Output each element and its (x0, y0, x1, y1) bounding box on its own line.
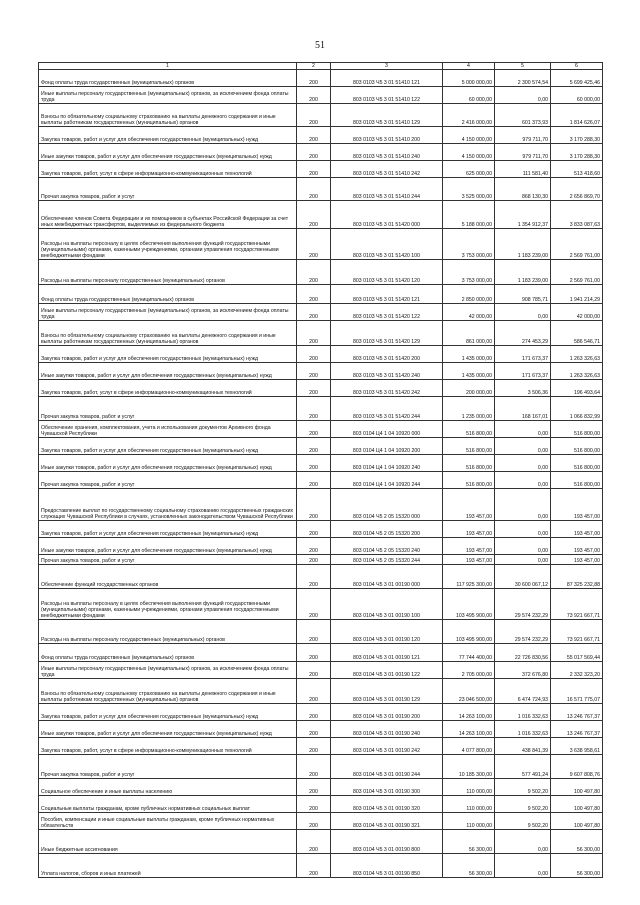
row-amount-executed-cell: 1 183 239,00 (495, 229, 551, 260)
row-amount-remaining-cell: 1 263 326,63 (551, 346, 603, 363)
row-amount-executed-cell: 1 016 332,63 (495, 721, 551, 738)
row-amount-approved-cell: 193 457,00 (443, 555, 495, 565)
row-code-cell: 803 0104 Ч5 2 05 15320 000 (331, 489, 443, 521)
row-amount-approved-cell: 1 435 000,00 (443, 346, 495, 363)
row-amount-approved-cell: 3 753 000,00 (443, 229, 495, 260)
table-header-row (39, 63, 603, 70)
row-name-cell: Иные бюджетные ассигнования (39, 830, 297, 854)
row-name-cell: Закупка товаров, работ и услуг для обеспечения государственных (муниципальных) нужд (39, 521, 297, 538)
row-amount-remaining-cell: 3 170 288,30 (551, 144, 603, 161)
row-code-cell: 803 0103 Ч5 3 01 51410 242 (331, 161, 443, 178)
row-col2-cell: 200 (297, 304, 331, 321)
row-code-cell: 803 0104 Ч5 3 01 00190 240 (331, 721, 443, 738)
row-col2-cell: 200 (297, 346, 331, 363)
header-cell: 6 (551, 63, 603, 70)
row-code-cell: 803 0103 Ч5 3 01 51410 129 (331, 104, 443, 127)
row-col2-cell: 200 (297, 779, 331, 796)
row-code-cell: 803 0103 Ч5 3 01 51420 000 (331, 201, 443, 229)
row-amount-executed-cell: 1 016 332,63 (495, 704, 551, 721)
row-col2-cell: 200 (297, 421, 331, 438)
table-row (39, 555, 603, 565)
budget-table (38, 62, 603, 878)
row-code-cell: 803 0104 Ч5 2 05 15320 244 (331, 555, 443, 565)
row-amount-remaining-cell: 3 833 087,63 (551, 201, 603, 229)
row-name-cell: Закупка товаров, работ, услуг в сфере информационно-коммуникационных технологий (39, 161, 297, 178)
table-row (39, 472, 603, 489)
row-amount-executed-cell: 9 502,20 (495, 813, 551, 830)
row-code-cell: 803 0103 Ч5 3 01 51420 122 (331, 304, 443, 321)
row-code-cell: 803 0104 Ч5 3 01 00190 320 (331, 796, 443, 813)
row-col2-cell: 200 (297, 363, 331, 380)
row-name-cell: Обеспечение членов Совета Федерации и их помощников в субъектах Российской Федерации за счет иных межбюджетных трансфертов, выделяемых из федерального бюджета (39, 201, 297, 229)
row-amount-executed-cell: 22 726 830,56 (495, 644, 551, 662)
row-amount-executed-cell: 6 474 724,93 (495, 679, 551, 704)
row-amount-remaining-cell: 1 066 832,99 (551, 397, 603, 421)
row-name-cell: Взносы по обязательному социальному страхованию на выплаты денежного содержания и иные выплаты работникам государственных (муниципальных) органов (39, 679, 297, 704)
row-amount-executed-cell: 601 373,93 (495, 104, 551, 127)
row-code-cell: 803 0104 Ч5 3 01 00190 242 (331, 738, 443, 755)
row-amount-executed-cell: 0,00 (495, 854, 551, 878)
row-amount-approved-cell: 516 800,00 (443, 472, 495, 489)
row-code-cell: 803 0104 Ч5 3 01 00190 800 (331, 830, 443, 854)
row-name-cell: Иные закупки товаров, работ и услуг для обеспечения государственных (муниципальных) нужд (39, 721, 297, 738)
row-code-cell: 803 0103 Ч5 3 01 51410 240 (331, 144, 443, 161)
row-amount-executed-cell: 0,00 (495, 830, 551, 854)
table-row (39, 438, 603, 455)
row-col2-cell: 200 (297, 738, 331, 755)
row-amount-remaining-cell: 56 300,00 (551, 854, 603, 878)
table-row (39, 104, 603, 127)
row-amount-executed-cell: 0,00 (495, 455, 551, 472)
row-amount-executed-cell: 372 676,80 (495, 662, 551, 679)
row-amount-approved-cell: 193 457,00 (443, 538, 495, 555)
table-row (39, 346, 603, 363)
row-amount-remaining-cell: 193 457,00 (551, 555, 603, 565)
row-amount-approved-cell: 2 705 000,00 (443, 662, 495, 679)
row-amount-approved-cell: 625 000,00 (443, 161, 495, 178)
row-amount-executed-cell: 0,00 (495, 521, 551, 538)
row-amount-executed-cell: 979 711,70 (495, 144, 551, 161)
header-cell: 4 (443, 63, 495, 70)
row-amount-remaining-cell: 60 000,00 (551, 87, 603, 104)
row-amount-approved-cell: 117 925 300,00 (443, 565, 495, 589)
table-row (39, 363, 603, 380)
row-col2-cell: 200 (297, 796, 331, 813)
row-amount-remaining-cell: 100 497,80 (551, 813, 603, 830)
row-name-cell: Иные закупки товаров, работ и услуг для обеспечения государственных (муниципальных) нужд (39, 538, 297, 555)
row-code-cell: 803 0104 Ч5 2 05 15320 240 (331, 538, 443, 555)
table-row (39, 201, 603, 229)
row-name-cell: Фонд оплаты труда государственных (муниципальных) органов (39, 644, 297, 662)
row-name-cell: Иные закупки товаров, работ и услуг для обеспечения государственных (муниципальных) нужд (39, 144, 297, 161)
row-code-cell: 803 0104 Ч5 3 01 00190 120 (331, 620, 443, 644)
row-name-cell: Прочая закупка товаров, работ и услуг (39, 755, 297, 779)
table-row (39, 662, 603, 679)
table-row (39, 521, 603, 538)
table-row (39, 565, 603, 589)
table-row (39, 644, 603, 662)
row-name-cell: Иные закупки товаров, работ и услуг для обеспечения государственных (муниципальных) нужд (39, 455, 297, 472)
table-row (39, 721, 603, 738)
row-col2-cell: 200 (297, 455, 331, 472)
row-code-cell: 803 0103 Ч5 3 01 51420 121 (331, 285, 443, 304)
row-amount-remaining-cell: 3 638 958,61 (551, 738, 603, 755)
row-amount-approved-cell: 516 800,00 (443, 421, 495, 438)
row-name-cell: Взносы по обязательному социальному страхованию на выплаты денежного содержания и иные выплаты работникам государственных (муниципальных) органов (39, 321, 297, 346)
row-amount-approved-cell: 4 150 000,00 (443, 144, 495, 161)
table-row (39, 380, 603, 397)
row-amount-approved-cell: 23 046 500,00 (443, 679, 495, 704)
row-col2-cell: 200 (297, 662, 331, 679)
row-amount-remaining-cell: 13 246 767,37 (551, 704, 603, 721)
row-name-cell: Прочая закупка товаров, работ и услуг (39, 397, 297, 421)
table-row (39, 830, 603, 854)
row-col2-cell: 200 (297, 229, 331, 260)
row-code-cell: 803 0104 Ч5 2 05 15320 200 (331, 521, 443, 538)
row-amount-remaining-cell: 196 493,64 (551, 380, 603, 397)
row-col2-cell: 200 (297, 620, 331, 644)
row-code-cell: 803 0104 Ч5 3 01 00190 300 (331, 779, 443, 796)
row-amount-executed-cell: 0,00 (495, 87, 551, 104)
row-name-cell: Расходы на выплаты персоналу государственных (муниципальных) органов (39, 260, 297, 285)
row-name-cell: Иные выплаты персоналу государственных (муниципальных) органов, за исключением фонда оплаты труда (39, 662, 297, 679)
row-col2-cell: 200 (297, 721, 331, 738)
row-col2-cell: 200 (297, 380, 331, 397)
row-amount-remaining-cell: 1 941 214,29 (551, 285, 603, 304)
table-row (39, 229, 603, 260)
table-row (39, 285, 603, 304)
row-amount-executed-cell: 111 581,40 (495, 161, 551, 178)
row-name-cell: Расходы на выплаты персоналу в целях обеспечения выполнения функций государственными (муниципальными) органами, казенными учреждениями, органами управления государственными внебюджетными фондами (39, 589, 297, 620)
row-col2-cell: 200 (297, 755, 331, 779)
table-row (39, 704, 603, 721)
header-cell: 5 (495, 63, 551, 70)
row-col2-cell: 200 (297, 854, 331, 878)
row-amount-executed-cell: 979 711,70 (495, 127, 551, 144)
row-amount-executed-cell: 2 300 574,54 (495, 70, 551, 87)
row-amount-remaining-cell: 13 246 767,37 (551, 721, 603, 738)
row-code-cell: 803 0104 Ч5 3 01 00190 000 (331, 565, 443, 589)
header-cell: 2 (297, 63, 331, 70)
row-amount-executed-cell: 30 600 067,12 (495, 565, 551, 589)
row-amount-remaining-cell: 193 457,00 (551, 489, 603, 521)
row-amount-approved-cell: 4 150 000,00 (443, 127, 495, 144)
row-name-cell: Прочая закупка товаров, работ и услуг (39, 472, 297, 489)
table-row (39, 161, 603, 178)
table-row (39, 620, 603, 644)
row-amount-remaining-cell: 2 332 323,20 (551, 662, 603, 679)
row-amount-executed-cell: 908 785,71 (495, 285, 551, 304)
row-code-cell: 803 0103 Ч5 3 01 51420 129 (331, 321, 443, 346)
row-name-cell: Прочая закупка товаров, работ и услуг (39, 178, 297, 201)
row-amount-remaining-cell: 516 800,00 (551, 472, 603, 489)
row-amount-approved-cell: 42 000,00 (443, 304, 495, 321)
table-row (39, 679, 603, 704)
row-col2-cell: 200 (297, 397, 331, 421)
row-name-cell: Социальное обеспечение и иные выплаты населению (39, 779, 297, 796)
row-name-cell: Закупка товаров, работ, услуг в сфере информационно-коммуникационных технологий (39, 738, 297, 755)
row-col2-cell: 200 (297, 704, 331, 721)
row-code-cell: 803 0104 Ц4 1 04 10920 244 (331, 472, 443, 489)
row-amount-approved-cell: 861 000,00 (443, 321, 495, 346)
row-col2-cell: 200 (297, 161, 331, 178)
row-amount-remaining-cell: 5 699 425,46 (551, 70, 603, 87)
row-code-cell: 803 0104 Ц4 1 04 10920 000 (331, 421, 443, 438)
table-row (39, 127, 603, 144)
row-col2-cell: 200 (297, 644, 331, 662)
row-col2-cell: 200 (297, 589, 331, 620)
row-amount-approved-cell: 103 495 900,00 (443, 589, 495, 620)
row-name-cell: Закупка товаров, работ и услуг для обеспечения государственных (муниципальных) нужд (39, 346, 297, 363)
row-name-cell: Иные закупки товаров, работ и услуг для обеспечения государственных (муниципальных) нужд (39, 363, 297, 380)
row-code-cell: 803 0103 Ч5 3 01 51410 244 (331, 178, 443, 201)
row-code-cell: 803 0104 Ч5 3 01 00190 244 (331, 755, 443, 779)
row-code-cell: 803 0104 Ч5 3 01 00190 129 (331, 679, 443, 704)
row-amount-remaining-cell: 513 418,60 (551, 161, 603, 178)
row-name-cell: Фонд оплаты труда государственных (муниципальных) органов (39, 285, 297, 304)
row-amount-approved-cell: 4 077 800,00 (443, 738, 495, 755)
table-row (39, 421, 603, 438)
row-amount-approved-cell: 56 300,00 (443, 830, 495, 854)
row-code-cell: 803 0104 Ч5 3 01 00190 200 (331, 704, 443, 721)
row-amount-executed-cell: 171 673,37 (495, 346, 551, 363)
row-amount-remaining-cell: 193 457,00 (551, 538, 603, 555)
table-body (39, 63, 603, 878)
row-name-cell: Обеспечение хранения, комплектования, учета и использования документов Архивного фонда Чувашской Республики (39, 421, 297, 438)
row-col2-cell: 200 (297, 438, 331, 455)
row-name-cell: Взносы по обязательному социальному страхованию на выплаты денежного содержания и иные выплаты работникам государственных (муниципальных) органов (39, 104, 297, 127)
row-amount-approved-cell: 110 000,00 (443, 813, 495, 830)
row-amount-executed-cell: 168 167,01 (495, 397, 551, 421)
header-cell: 1 (39, 63, 297, 70)
table-row (39, 70, 603, 87)
row-name-cell: Предоставление выплат по государственному социальному страхованию государственных гражданских служащих Чувашской Республики в случаях, установленных законодательством Чувашской Республики (39, 489, 297, 521)
row-amount-remaining-cell: 42 000,00 (551, 304, 603, 321)
row-amount-remaining-cell: 9 607 808,76 (551, 755, 603, 779)
row-amount-remaining-cell: 193 457,00 (551, 521, 603, 538)
row-amount-executed-cell: 868 130,30 (495, 178, 551, 201)
header-cell: 3 (331, 63, 443, 70)
row-name-cell: Иные выплаты персоналу государственных (муниципальных) органов, за исключением фонда оплаты труда (39, 304, 297, 321)
row-name-cell: Закупка товаров, работ, услуг в сфере информационно-коммуникационных технологий (39, 380, 297, 397)
row-amount-remaining-cell: 1 814 626,07 (551, 104, 603, 127)
row-amount-executed-cell: 9 502,20 (495, 779, 551, 796)
row-code-cell: 803 0104 Ц4 1 04 10920 240 (331, 455, 443, 472)
row-amount-remaining-cell: 87 325 232,88 (551, 565, 603, 589)
table-row (39, 854, 603, 878)
row-col2-cell: 200 (297, 521, 331, 538)
row-col2-cell: 200 (297, 679, 331, 704)
row-col2-cell: 200 (297, 87, 331, 104)
row-amount-approved-cell: 200 000,00 (443, 380, 495, 397)
table-row (39, 779, 603, 796)
table-row (39, 260, 603, 285)
row-col2-cell: 200 (297, 538, 331, 555)
row-name-cell: Обеспечение функций государственных органов (39, 565, 297, 589)
row-amount-approved-cell: 1 235 000,00 (443, 397, 495, 421)
row-amount-remaining-cell: 1 263 326,63 (551, 363, 603, 380)
row-col2-cell: 200 (297, 285, 331, 304)
row-code-cell: 803 0103 Ч5 3 01 51420 242 (331, 380, 443, 397)
row-col2-cell: 200 (297, 260, 331, 285)
row-amount-remaining-cell: 516 800,00 (551, 455, 603, 472)
row-amount-approved-cell: 2 850 000,00 (443, 285, 495, 304)
row-col2-cell: 200 (297, 830, 331, 854)
row-name-cell: Расходы на выплаты персоналу в целях обеспечения выполнения функций государственными (муниципальными) органами, казенными учреждениями, органами управления государственными внебюджетными фондами (39, 229, 297, 260)
row-col2-cell: 200 (297, 472, 331, 489)
row-name-cell: Социальные выплаты гражданам, кроме публичных нормативных социальных выплат (39, 796, 297, 813)
row-code-cell: 803 0103 Ч5 3 01 51420 244 (331, 397, 443, 421)
row-col2-cell: 200 (297, 489, 331, 521)
table-row (39, 489, 603, 521)
row-amount-executed-cell: 0,00 (495, 489, 551, 521)
table-row (39, 304, 603, 321)
row-amount-approved-cell: 14 263 100,00 (443, 721, 495, 738)
row-name-cell: Уплата налогов, сборов и иных платежей (39, 854, 297, 878)
row-col2-cell: 200 (297, 813, 331, 830)
row-amount-remaining-cell: 586 546,71 (551, 321, 603, 346)
row-amount-approved-cell: 193 457,00 (443, 489, 495, 521)
row-code-cell: 803 0103 Ч5 3 01 51410 200 (331, 127, 443, 144)
row-amount-executed-cell: 0,00 (495, 538, 551, 555)
row-amount-executed-cell: 274 453,29 (495, 321, 551, 346)
table-row (39, 738, 603, 755)
table-row (39, 813, 603, 830)
row-amount-executed-cell: 438 841,39 (495, 738, 551, 755)
row-amount-executed-cell: 0,00 (495, 472, 551, 489)
row-amount-remaining-cell: 3 170 288,30 (551, 127, 603, 144)
row-amount-remaining-cell: 2 569 761,00 (551, 260, 603, 285)
row-amount-remaining-cell: 2 569 761,00 (551, 229, 603, 260)
row-amount-executed-cell: 0,00 (495, 421, 551, 438)
row-name-cell: Иные выплаты персоналу государственных (муниципальных) органов, за исключением фонда оплаты труда (39, 87, 297, 104)
table-row (39, 321, 603, 346)
row-amount-executed-cell: 9 502,20 (495, 796, 551, 813)
row-col2-cell: 200 (297, 555, 331, 565)
row-amount-approved-cell: 77 744 400,00 (443, 644, 495, 662)
row-code-cell: 803 0103 Ч5 3 01 51410 122 (331, 87, 443, 104)
table-row (39, 755, 603, 779)
row-amount-executed-cell: 171 673,37 (495, 363, 551, 380)
row-amount-remaining-cell: 516 800,00 (551, 421, 603, 438)
row-code-cell: 803 0104 Ч5 3 01 00190 121 (331, 644, 443, 662)
row-amount-executed-cell: 29 574 232,29 (495, 589, 551, 620)
row-amount-remaining-cell: 55 017 569,44 (551, 644, 603, 662)
table-row (39, 589, 603, 620)
row-name-cell: Закупка товаров, работ и услуг для обеспечения государственных (муниципальных) нужд (39, 704, 297, 721)
row-amount-executed-cell: 577 491,24 (495, 755, 551, 779)
row-name-cell: Фонд оплаты труда государственных (муниципальных) органов (39, 70, 297, 87)
row-amount-approved-cell: 60 000,00 (443, 87, 495, 104)
row-name-cell: Закупка товаров, работ и услуг для обеспечения государственных (муниципальных) нужд (39, 438, 297, 455)
row-amount-approved-cell: 3 525 000,00 (443, 178, 495, 201)
row-amount-approved-cell: 14 263 100,00 (443, 704, 495, 721)
row-name-cell: Пособия, компенсации и иные социальные выплаты гражданам, кроме публичных нормативных обязательств (39, 813, 297, 830)
row-col2-cell: 200 (297, 321, 331, 346)
table-row (39, 144, 603, 161)
row-col2-cell: 200 (297, 565, 331, 589)
row-col2-cell: 200 (297, 144, 331, 161)
row-code-cell: 803 0104 Ч5 3 01 00190 122 (331, 662, 443, 679)
row-amount-approved-cell: 516 800,00 (443, 438, 495, 455)
row-amount-approved-cell: 10 185 300,00 (443, 755, 495, 779)
row-amount-approved-cell: 1 435 000,00 (443, 363, 495, 380)
row-amount-remaining-cell: 73 921 667,71 (551, 589, 603, 620)
row-code-cell: 803 0104 Ч5 3 01 00190 100 (331, 589, 443, 620)
row-amount-approved-cell: 56 300,00 (443, 854, 495, 878)
row-amount-approved-cell: 193 457,00 (443, 521, 495, 538)
row-amount-remaining-cell: 16 571 775,07 (551, 679, 603, 704)
table-row (39, 397, 603, 421)
row-amount-remaining-cell: 2 656 869,70 (551, 178, 603, 201)
row-amount-executed-cell: 0,00 (495, 555, 551, 565)
row-amount-approved-cell: 5 000 000,00 (443, 70, 495, 87)
row-amount-approved-cell: 110 000,00 (443, 779, 495, 796)
table-row (39, 796, 603, 813)
row-name-cell: Прочая закупка товаров, работ и услуг (39, 555, 297, 565)
row-amount-executed-cell: 0,00 (495, 304, 551, 321)
row-amount-executed-cell: 0,00 (495, 438, 551, 455)
row-amount-approved-cell: 5 188 000,00 (443, 201, 495, 229)
row-code-cell: 803 0103 Ч5 3 01 51420 120 (331, 260, 443, 285)
row-col2-cell: 200 (297, 178, 331, 201)
row-amount-remaining-cell: 73 921 667,71 (551, 620, 603, 644)
row-code-cell: 803 0103 Ч5 3 01 51410 121 (331, 70, 443, 87)
row-amount-approved-cell: 516 800,00 (443, 455, 495, 472)
row-amount-executed-cell: 3 506,36 (495, 380, 551, 397)
table-row (39, 178, 603, 201)
row-amount-remaining-cell: 516 800,00 (551, 438, 603, 455)
row-amount-approved-cell: 103 495 900,00 (443, 620, 495, 644)
row-amount-executed-cell: 1 183 239,00 (495, 260, 551, 285)
row-amount-remaining-cell: 100 497,80 (551, 779, 603, 796)
row-code-cell: 803 0104 Ч5 3 01 00190 321 (331, 813, 443, 830)
row-amount-approved-cell: 2 416 000,00 (443, 104, 495, 127)
table-row (39, 87, 603, 104)
row-col2-cell: 200 (297, 127, 331, 144)
row-amount-approved-cell: 3 753 000,00 (443, 260, 495, 285)
table-row (39, 538, 603, 555)
row-col2-cell: 200 (297, 70, 331, 87)
row-name-cell: Закупка товаров, работ и услуг для обеспечения государственных (муниципальных) нужд (39, 127, 297, 144)
table-row (39, 455, 603, 472)
row-code-cell: 803 0103 Ч5 3 01 51420 240 (331, 363, 443, 380)
row-col2-cell: 200 (297, 104, 331, 127)
row-amount-executed-cell: 1 354 912,37 (495, 201, 551, 229)
row-amount-executed-cell: 29 574 232,29 (495, 620, 551, 644)
row-code-cell: 803 0104 Ц4 1 04 10920 200 (331, 438, 443, 455)
row-code-cell: 803 0103 Ч5 3 01 51420 200 (331, 346, 443, 363)
row-amount-approved-cell: 110 000,00 (443, 796, 495, 813)
row-col2-cell: 200 (297, 201, 331, 229)
row-code-cell: 803 0104 Ч5 3 01 00190 850 (331, 854, 443, 878)
row-amount-remaining-cell: 56 300,00 (551, 830, 603, 854)
row-name-cell: Расходы на выплаты персоналу государственных (муниципальных) органов (39, 620, 297, 644)
row-amount-remaining-cell: 100 497,80 (551, 796, 603, 813)
row-code-cell: 803 0103 Ч5 3 01 51420 100 (331, 229, 443, 260)
page-number: 51 (315, 40, 325, 51)
